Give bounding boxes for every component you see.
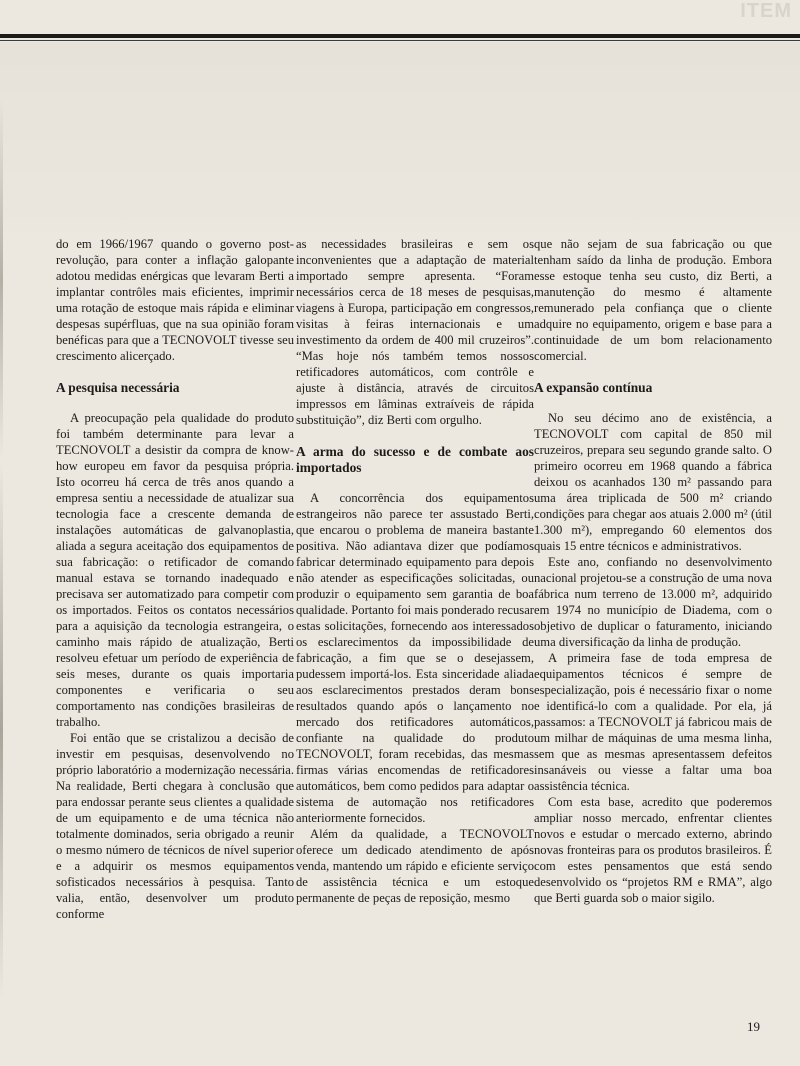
paragraph: Além da qualidade, a TECNOVOLT oferece um dedicado atendimento de após venda, mantendo um rápido e eficiente serviço de assistência técnica e um estoque permanente de peças de reposição, mesmo [296, 827, 534, 905]
paragraph: as necessidades brasileiras e sem os inconvenientes que a adaptação de material importado sempre apresenta. “Foram necessários cerca de 18 meses de pesquisas, viagens à Europa, participação em congressos, visitas à feiras internacionais e um investimento da ordem de 400 mil cruzeiros”. “Mas hoje nós também temos nossos retificadores automáticos, com contrôle e ajuste à distância, através de circuitos impressos em lâminas extraíveis de rápida substituição”, diz Berti com orgulho. [296, 237, 534, 427]
top-rule-thin [0, 40, 800, 41]
paragraph: Com esta base, acredito que poderemos ampliar nosso mercado, enfrentar clientes novos e estudar o mercado externo, abrindo novas fronteiras para os produtos brasileiros. É com estes pensamentos que está sendo desenvolvido os “projetos RM e RMA”, algo que Berti guarda sob o maior sigilo. [534, 795, 772, 905]
paragraph: A concorrência dos equipamentos estrangeiros não parece ter assustado Berti, que encarou o problema de maneira bastante positiva. Não adiantava dizer que podíamos fabricar determinado equipamento para depois não atender as especificações solicitadas, ou produzir o equipamento sem garantia de boa qualidade. Portanto foi mais ponderado recusar estas solicitações, fornecendo aos interessados os esclarecimentos da impossibilidade de fabricação, a fim que se o desejassem, pudessem importá-los. Esta sinceridade aliada aos esclarecimentos prestados deram bons resultados quando após o lançamento no mercado dos retificadores automáticos, confiante na qualidade do produto TECNOVOLT, foram recebidas, das mesmas firmas várias encomendas de retificadores automáticos, bem como pedidos para adaptar o sistema de automação nos retificadores anteriormente fornecidos. [296, 491, 534, 825]
paragraph: do em 1966/1967 quando o governo post-revolução, para conter a inflação galopante adotou medidas enérgicas que levaram Berti a implantar contrôles mais eficientes, imprimir uma rotação de estoque mais rápida e eliminar despesas supérfluas, que na sua opinião foram benéficas para que a TECNOVOLT tivesse seu crescimento alicerçado. [56, 237, 294, 363]
paragraph: Foi então que se cristalizou a decisão de investir em pesquisas, desenvolvendo no próprio laboratório a modernização necessária. Na realidade, Berti chegara à conclusão que para endossar perante seus clientes a qualidade de um equipamento e de uma técnica não totalmente dominados, seria obrigado a reunir o mesmo número de técnicos de nível superior e a adquirir os mesmos equipamentos sofisticados necessários à pesquisa. Tanto valia, então, desenvolver um produto conforme [56, 731, 294, 921]
page-number: 19 [747, 1019, 760, 1034]
text-column-3 [534, 236, 772, 906]
paragraph: A preocupação pela qualidade do produto foi também determinante para levar a TECNOVOLT a desistir da compra de know-how europeu em favor da pesquisa própria. Isto ocorreu há cerca de três anos quando a empresa sentiu a necessidade de atualizar sua tecnologia face a crescente demanda de instalações automáticas de galvanoplastia, aliada a segura aceitação dos equipamentos de sua fabricação: o retificador de comando manual estava se tornando inadequado e precisava ser automatizado para competir com os importados. Feitos os contatos necessários para a aquisição da tecnologia estrangeira, o caminho mais rápido de atualização, Berti resolveu efetuar um período de experiência de seis meses, durante os quais importaria componentes e verificaria o seu comportamento nas condições brasileiras de trabalho. [56, 411, 294, 729]
section-heading: A pesquisa necessária [56, 380, 180, 395]
text-column-2 [296, 236, 534, 906]
ghost-header-text: ITEM [740, 0, 792, 22]
section-heading: A expansão contínua [534, 380, 653, 395]
section-heading: A arma do sucesso e de combate aos importados [296, 444, 534, 475]
text-column-1 [56, 236, 294, 922]
paragraph: Este ano, confiando no desenvolvimento nacional projetou-se a construção de uma nova fábrica num terreno de 13.000 m², adquirido em 1974 no município de Diadema, com o objetivo de duplicar o faturamento, iniciando uma diversificação da linha de produção. [534, 555, 772, 649]
paragraph: que não sejam de sua fabricação ou que tenham saído da linha de produção. Embora esse estoque tenha seu custo, diz Berti, a manutenção do mesmo é altamente remunerado pela confiança que o cliente adquire no equipamento, origem e base para a continuidade de um bom relacionamento comercial. [534, 237, 772, 363]
faded-photo-area [0, 42, 800, 232]
paragraph: No seu décimo ano de existência, a TECNOVOLT com capital de 850 mil cruzeiros, prepara seu segundo grande salto. O primeiro ocorreu em 1968 quando a fábrica deixou os acanhados 130 m² passando para uma área triplicada de 500 m² criando condições para chegar aos atuais 2.000 m² (útil 1.300 m²), empregando 60 elementos dos quais 15 entre técnicos e administrativos. [534, 411, 772, 553]
top-rule [0, 34, 800, 38]
page-edge-shadow [0, 100, 3, 1000]
paragraph: A primeira fase de toda empresa de equipamentos técnicos é sempre de especialização, pois é necessário fixar o nome e identificá-lo com a qualidade. Por ela, já passamos: a TECNOVOLT já fabricou mais de um milhar de máquinas de uma mesma linha, sem que as mesmas apresentassem defeitos insanáveis ou viesse a faltar uma boa assistência técnica. [534, 651, 772, 793]
